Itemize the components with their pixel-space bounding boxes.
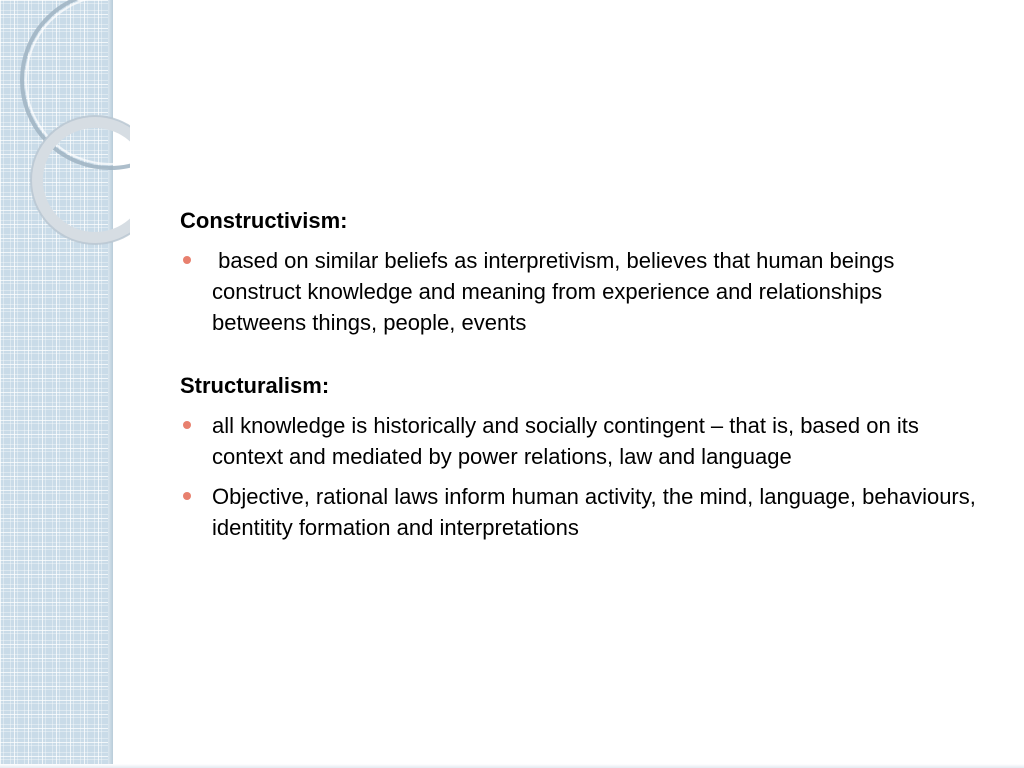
decorative-rings-icon [0, 0, 130, 260]
bullet-text: based on similar beliefs as interpretivism, believes that human beings construct knowledge and meaning from experience and relationships betweens things, people, events [212, 248, 901, 335]
constructivism-list [180, 245, 980, 338]
bullet-dot-icon [183, 492, 191, 500]
bullet-text: all knowledge is historically and socially contingent – that is, based on its context and mediated by power relations, law and language [212, 413, 919, 469]
structuralism-list [180, 410, 980, 543]
slide-body [180, 205, 980, 552]
bullet-dot-icon [183, 256, 191, 264]
list-item [180, 410, 980, 472]
bullet-dot-icon [183, 421, 191, 429]
list-item [180, 245, 980, 338]
list-item [180, 481, 980, 543]
bottom-edge [0, 764, 1024, 768]
bullet-text: Objective, rational laws inform human activity, the mind, language, behaviours, identitity formation and interpretations [212, 484, 976, 540]
heading-structuralism: Structuralism: [180, 373, 330, 398]
heading-constructivism: Constructivism: [180, 208, 348, 233]
